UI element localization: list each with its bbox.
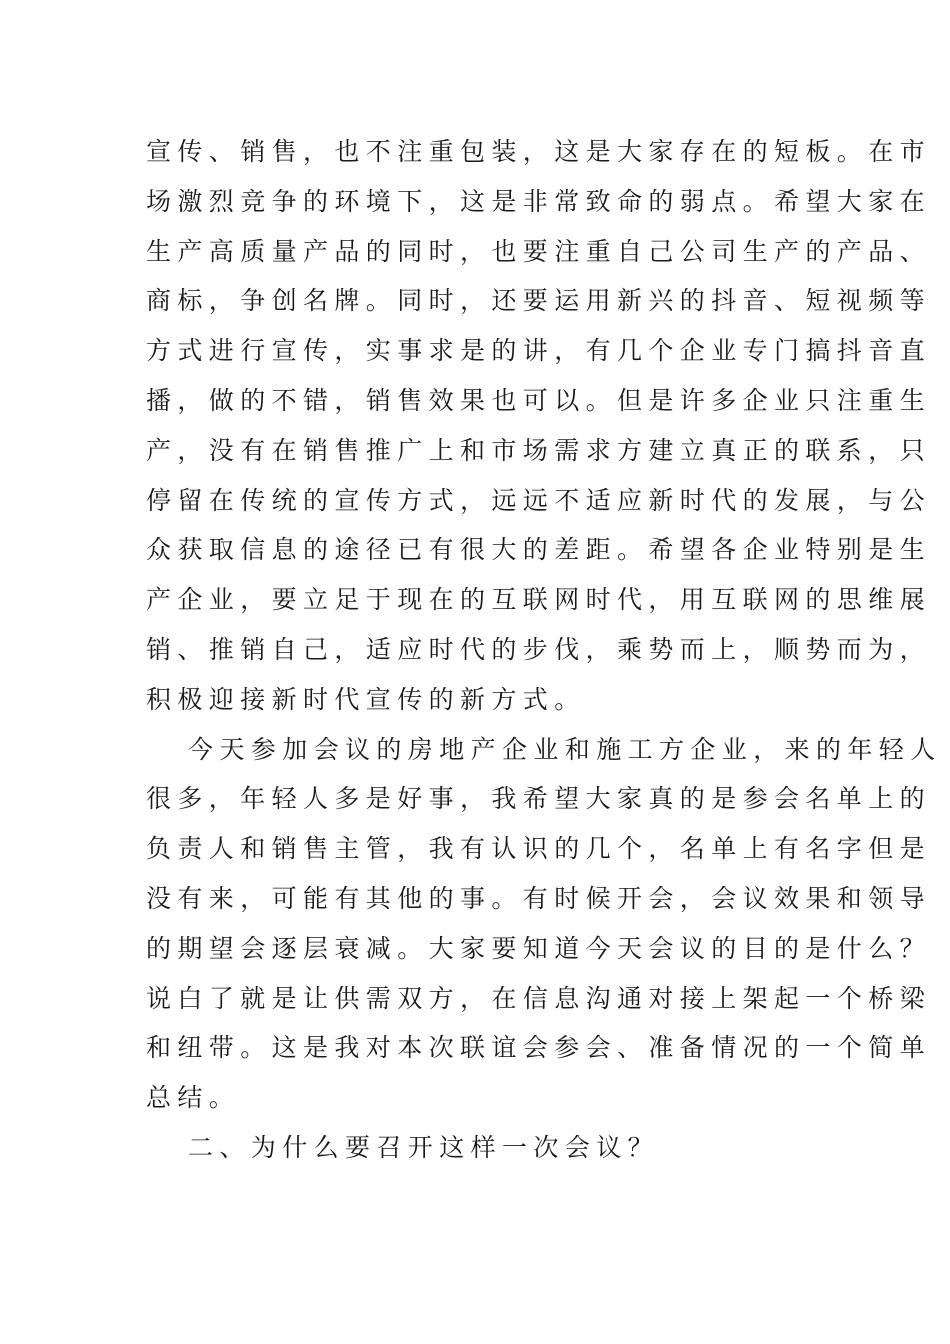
text-line: 积极迎接新时代宣传的新方式。 bbox=[146, 684, 586, 714]
text-line: 众获取信息的途径已有很大的差距。希望各企业特别是生 bbox=[146, 535, 932, 565]
text-line: 停留在传统的宣传方式，远远不适应新时代的发展，与公 bbox=[146, 485, 932, 515]
paragraph-2 bbox=[146, 725, 942, 1123]
text-line: 很多，年轻人多是好事，我希望大家真的是参会名单上的 bbox=[146, 784, 932, 814]
paragraph-1 bbox=[146, 127, 932, 725]
text-line: 说白了就是让供需双方，在信息沟通对接上架起一个桥梁 bbox=[146, 983, 932, 1013]
text-line: 没有来，可能有其他的事。有时候开会，会议效果和领导 bbox=[146, 883, 932, 913]
text-line: 的期望会逐层衰减。大家要知道今天会议的目的是什么？ bbox=[146, 933, 932, 963]
text-line: 场激烈竞争的环境下，这是非常致命的弱点。希望大家在 bbox=[146, 186, 932, 216]
section-heading bbox=[146, 1123, 806, 1173]
text-line: 产企业，要立足于现在的互联网时代，用互联网的思维展 bbox=[146, 585, 932, 615]
text-line: 今天参加会议的房地产企业和施工方企业，来的年轻人 bbox=[188, 734, 942, 764]
text-line: 播，做的不错，销售效果也可以。但是许多企业只注重生 bbox=[146, 385, 932, 415]
text-line: 方式进行宣传，实事求是的讲，有几个企业专门搞抖音直 bbox=[146, 336, 932, 366]
text-line: 产，没有在销售推广上和市场需求方建立真正的联系，只 bbox=[146, 435, 932, 465]
text-line: 生产高质量产品的同时，也要注重自己公司生产的产品、 bbox=[146, 236, 932, 266]
document-body bbox=[146, 127, 942, 1173]
text-line: 商标，争创名牌。同时，还要运用新兴的抖音、短视频等 bbox=[146, 286, 932, 316]
text-line: 负责人和销售主管，我有认识的几个，名单上有名字但是 bbox=[146, 834, 932, 864]
text-line: 销、推销自己，适应时代的步伐，乘势而上，顺势而为， bbox=[146, 634, 932, 664]
section-heading-text: 二、为什么要召开这样一次会议？ bbox=[188, 1132, 660, 1162]
text-line: 总结。 bbox=[146, 1083, 241, 1113]
text-line: 和纽带。这是我对本次联谊会参会、准备情况的一个简单 bbox=[146, 1033, 932, 1063]
text-line: 宣传、销售，也不注重包装，这是大家存在的短板。在市 bbox=[146, 137, 932, 166]
